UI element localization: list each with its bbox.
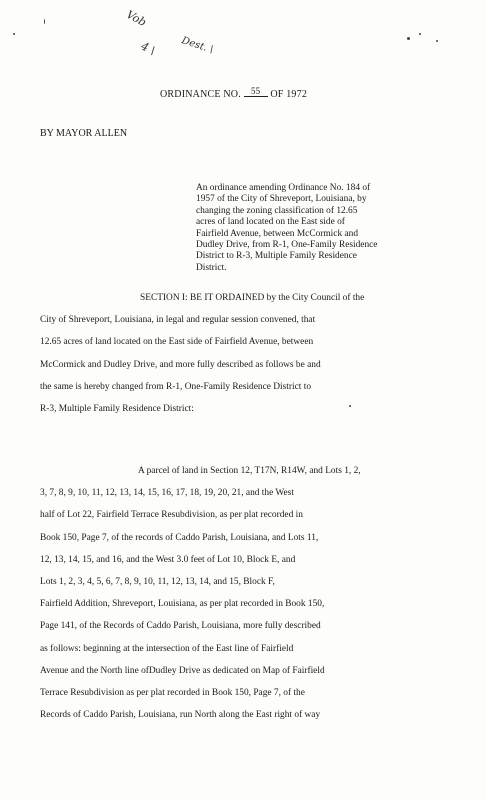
section-one-paragraph (40, 287, 470, 420)
handwritten-note: Dest. \ (180, 35, 215, 56)
summary-line: Dudley Drive, from R-1, One-Family Residence (196, 240, 378, 251)
scan-speck (436, 40, 438, 42)
body-line: Fairfield Addition, Shreveport, Louisiana, as per plat recorded in Book 150, (40, 599, 325, 610)
ordinance-summary (196, 183, 436, 274)
handwritten-note: 4 \ (138, 39, 158, 58)
body-line: City of Shreveport, Louisiana, in legal and regular session convened, that (40, 315, 316, 326)
body-line: as follows: beginning at the intersection of the East line of Fairfield (40, 643, 294, 654)
body-line: 3, 7, 8, 9, 10, 11, 12, 13, 14, 15, 16, 17, 18, 19, 20, 21, and the West (40, 488, 294, 499)
byline: BY MAYOR ALLEN (40, 128, 128, 139)
body-line: A parcel of land in Section 12, T17N, R14W, and Lots 1, 2, (138, 466, 361, 476)
summary-line: District. (196, 262, 227, 273)
land-description-paragraph (40, 460, 470, 726)
summary-line: acres of land located on the East side of (196, 217, 345, 228)
summary-line: changing the zoning classification of 12.65 (196, 205, 358, 216)
body-line: 12, 13, 14, 15, and 16, and the West 3.0 feet of Lot 10, Block E, and (40, 554, 296, 565)
summary-line: District to R-3, Multiple Family Residence (196, 251, 357, 262)
body-line: 12.65 acres of land located on the East side of Fairfield Avenue, between (40, 337, 314, 348)
body-line: Page 141, of the Records of Caddo Parish, Louisiana, more fully described (40, 621, 321, 632)
body-line: R-3, Multiple Family Residence District: (40, 403, 194, 414)
ordinance-title (160, 86, 307, 100)
body-line: SECTION I: BE IT ORDAINED by the City Council of the (140, 293, 365, 303)
ordinance-number: 55 (244, 86, 268, 97)
summary-line: 1957 of the City of Shreveport, Louisiana, by (196, 194, 367, 205)
ordinance-year: OF 1972 (270, 89, 308, 100)
body-line: Avenue and the North line ofDudley Drive as dedicated on Map of Fairfield (40, 665, 325, 676)
body-line: Terrace Resubdivision as per plat recorded in Book 150, Page 7, of the (40, 687, 305, 698)
handwritten-note: Vob (124, 7, 149, 30)
body-line: Lots 1, 2, 3, 4, 5, 6, 7, 8, 9, 10, 11, 12, 13, 14, and 15, Block F, (40, 576, 275, 587)
body-line: half of Lot 22, Fairfield Terrace Resubdivision, as per plat recorded in (40, 510, 303, 521)
body-line: Records of Caddo Parish, Louisiana, run North along the East right of way (40, 710, 321, 721)
summary-line: An ordinance amending Ordinance No. 184 of (196, 183, 371, 193)
summary-line: Fairfield Avenue, between McCormick and (196, 228, 359, 239)
scan-speck (44, 19, 45, 24)
scan-speck (13, 33, 15, 35)
body-line: McCormick and Dudley Drive, and more fully described as follows be and (40, 359, 321, 370)
scan-speck (407, 37, 410, 40)
ordinance-prefix: ORDINANCE NO. (160, 89, 241, 100)
body-line: the same is hereby changed from R-1, One-Family Residence District to (40, 381, 312, 392)
scan-speck (419, 33, 421, 35)
body-line: Book 150, Page 7, of the records of Caddo Parish, Louisiana, and Lots 11, (40, 532, 319, 543)
